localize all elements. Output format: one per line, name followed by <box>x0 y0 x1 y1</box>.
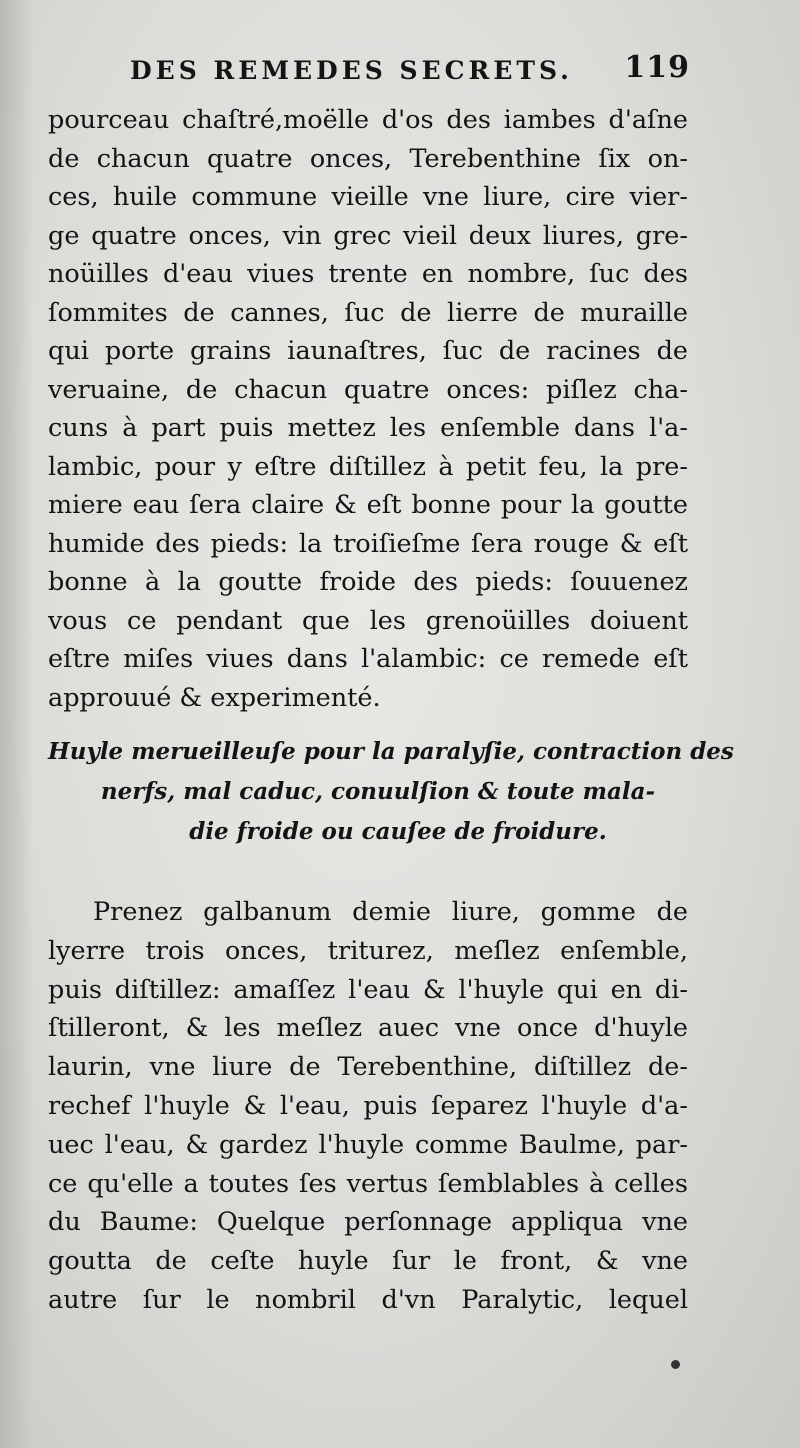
text-line: humide des pieds: la troiſieſme ſera rouge & eſt <box>48 528 688 559</box>
text-line: ce qu'elle a toutes ſes vertus ſemblables à celles <box>48 1168 688 1199</box>
text-line: puis diſtillez: amaſſez l'eau & l'huyle qui en di- <box>48 974 688 1005</box>
text-line: veruaine, de chacun quatre onces: piſlez cha- <box>48 374 688 405</box>
text-line: ces, huile commune vieille vne liure, cire vier- <box>48 182 688 212</box>
text-line: de chacun quatre onces, Terebenthine ſix on- <box>48 143 688 174</box>
text-line: laurin, vne liure de Terebenthine, diſtillez de- <box>48 1052 688 1083</box>
paragraph-huyle-recipe <box>48 893 688 1320</box>
text-line: ſtilleront, & les meſlez auec vne once d'huyle <box>48 1013 688 1044</box>
text-line: autre ſur le nombril d'vn Paralytic, lequel <box>48 1284 688 1315</box>
ink-spot <box>671 1360 680 1369</box>
text-line: miere eau ſera claire & eſt bonne pour la goutte <box>48 490 688 520</box>
page-number: 119 <box>624 50 690 85</box>
text-line: rechef l'huyle & l'eau, puis ſeparez l'huyle d'a- <box>48 1090 688 1121</box>
text-line: uec l'eau, & gardez l'huyle comme Baulme, par- <box>48 1129 688 1160</box>
text-line: lambic, pour y eſtre diſtillez à petit feu, la pre- <box>48 451 688 482</box>
text-line: approuué & experimenté. <box>48 682 381 713</box>
text-line: noüilles d'eau viues trente en nombre, ſuc des <box>48 259 688 289</box>
text-line: vous ce pendant que les grenoüilles doiuent <box>48 605 688 636</box>
text-line: eſtre miſes viues dans l'alambic: ce remede eſt <box>48 644 688 674</box>
text-line: pourceau chaſtré,moëlle d'os des iambes d'aſne <box>48 105 688 135</box>
text-line: goutta de ceſte huyle ſur le front, & vne <box>48 1246 688 1277</box>
paragraph-recipe-continued <box>48 101 688 717</box>
text-line: lyerre trois onces, triturez, meſlez enſemble, <box>48 935 688 966</box>
text-line: qui porte grains iaunaſtres, ſuc de racines de <box>48 336 688 366</box>
text-line: bonne à la goutte froide des pieds: ſouuenez <box>48 567 688 597</box>
running-title: DES REMEDES SECRETS. <box>130 56 573 85</box>
heading-line: nerfs, mal caduc, conuulſion & toute mala- <box>100 778 656 805</box>
text-line: Prenez galbanum demie liure, gomme de <box>93 897 688 927</box>
section-heading <box>48 732 734 852</box>
text-line: cuns à part puis mettez les enſemble dans l'a- <box>48 413 688 443</box>
running-head <box>130 50 690 90</box>
text-line: ge quatre onces, vin grec vieil deux liures, gre- <box>48 220 688 251</box>
heading-line: Huyle merueilleuſe pour la paralyſie, contraction des <box>48 738 734 765</box>
heading-line: die froide ou cauſee de froidure. <box>189 818 607 845</box>
text-line: ſommites de cannes, ſuc de lierre de muraille <box>48 297 688 328</box>
text-line: du Baume: Quelque perſonnage appliqua vne <box>48 1207 688 1238</box>
